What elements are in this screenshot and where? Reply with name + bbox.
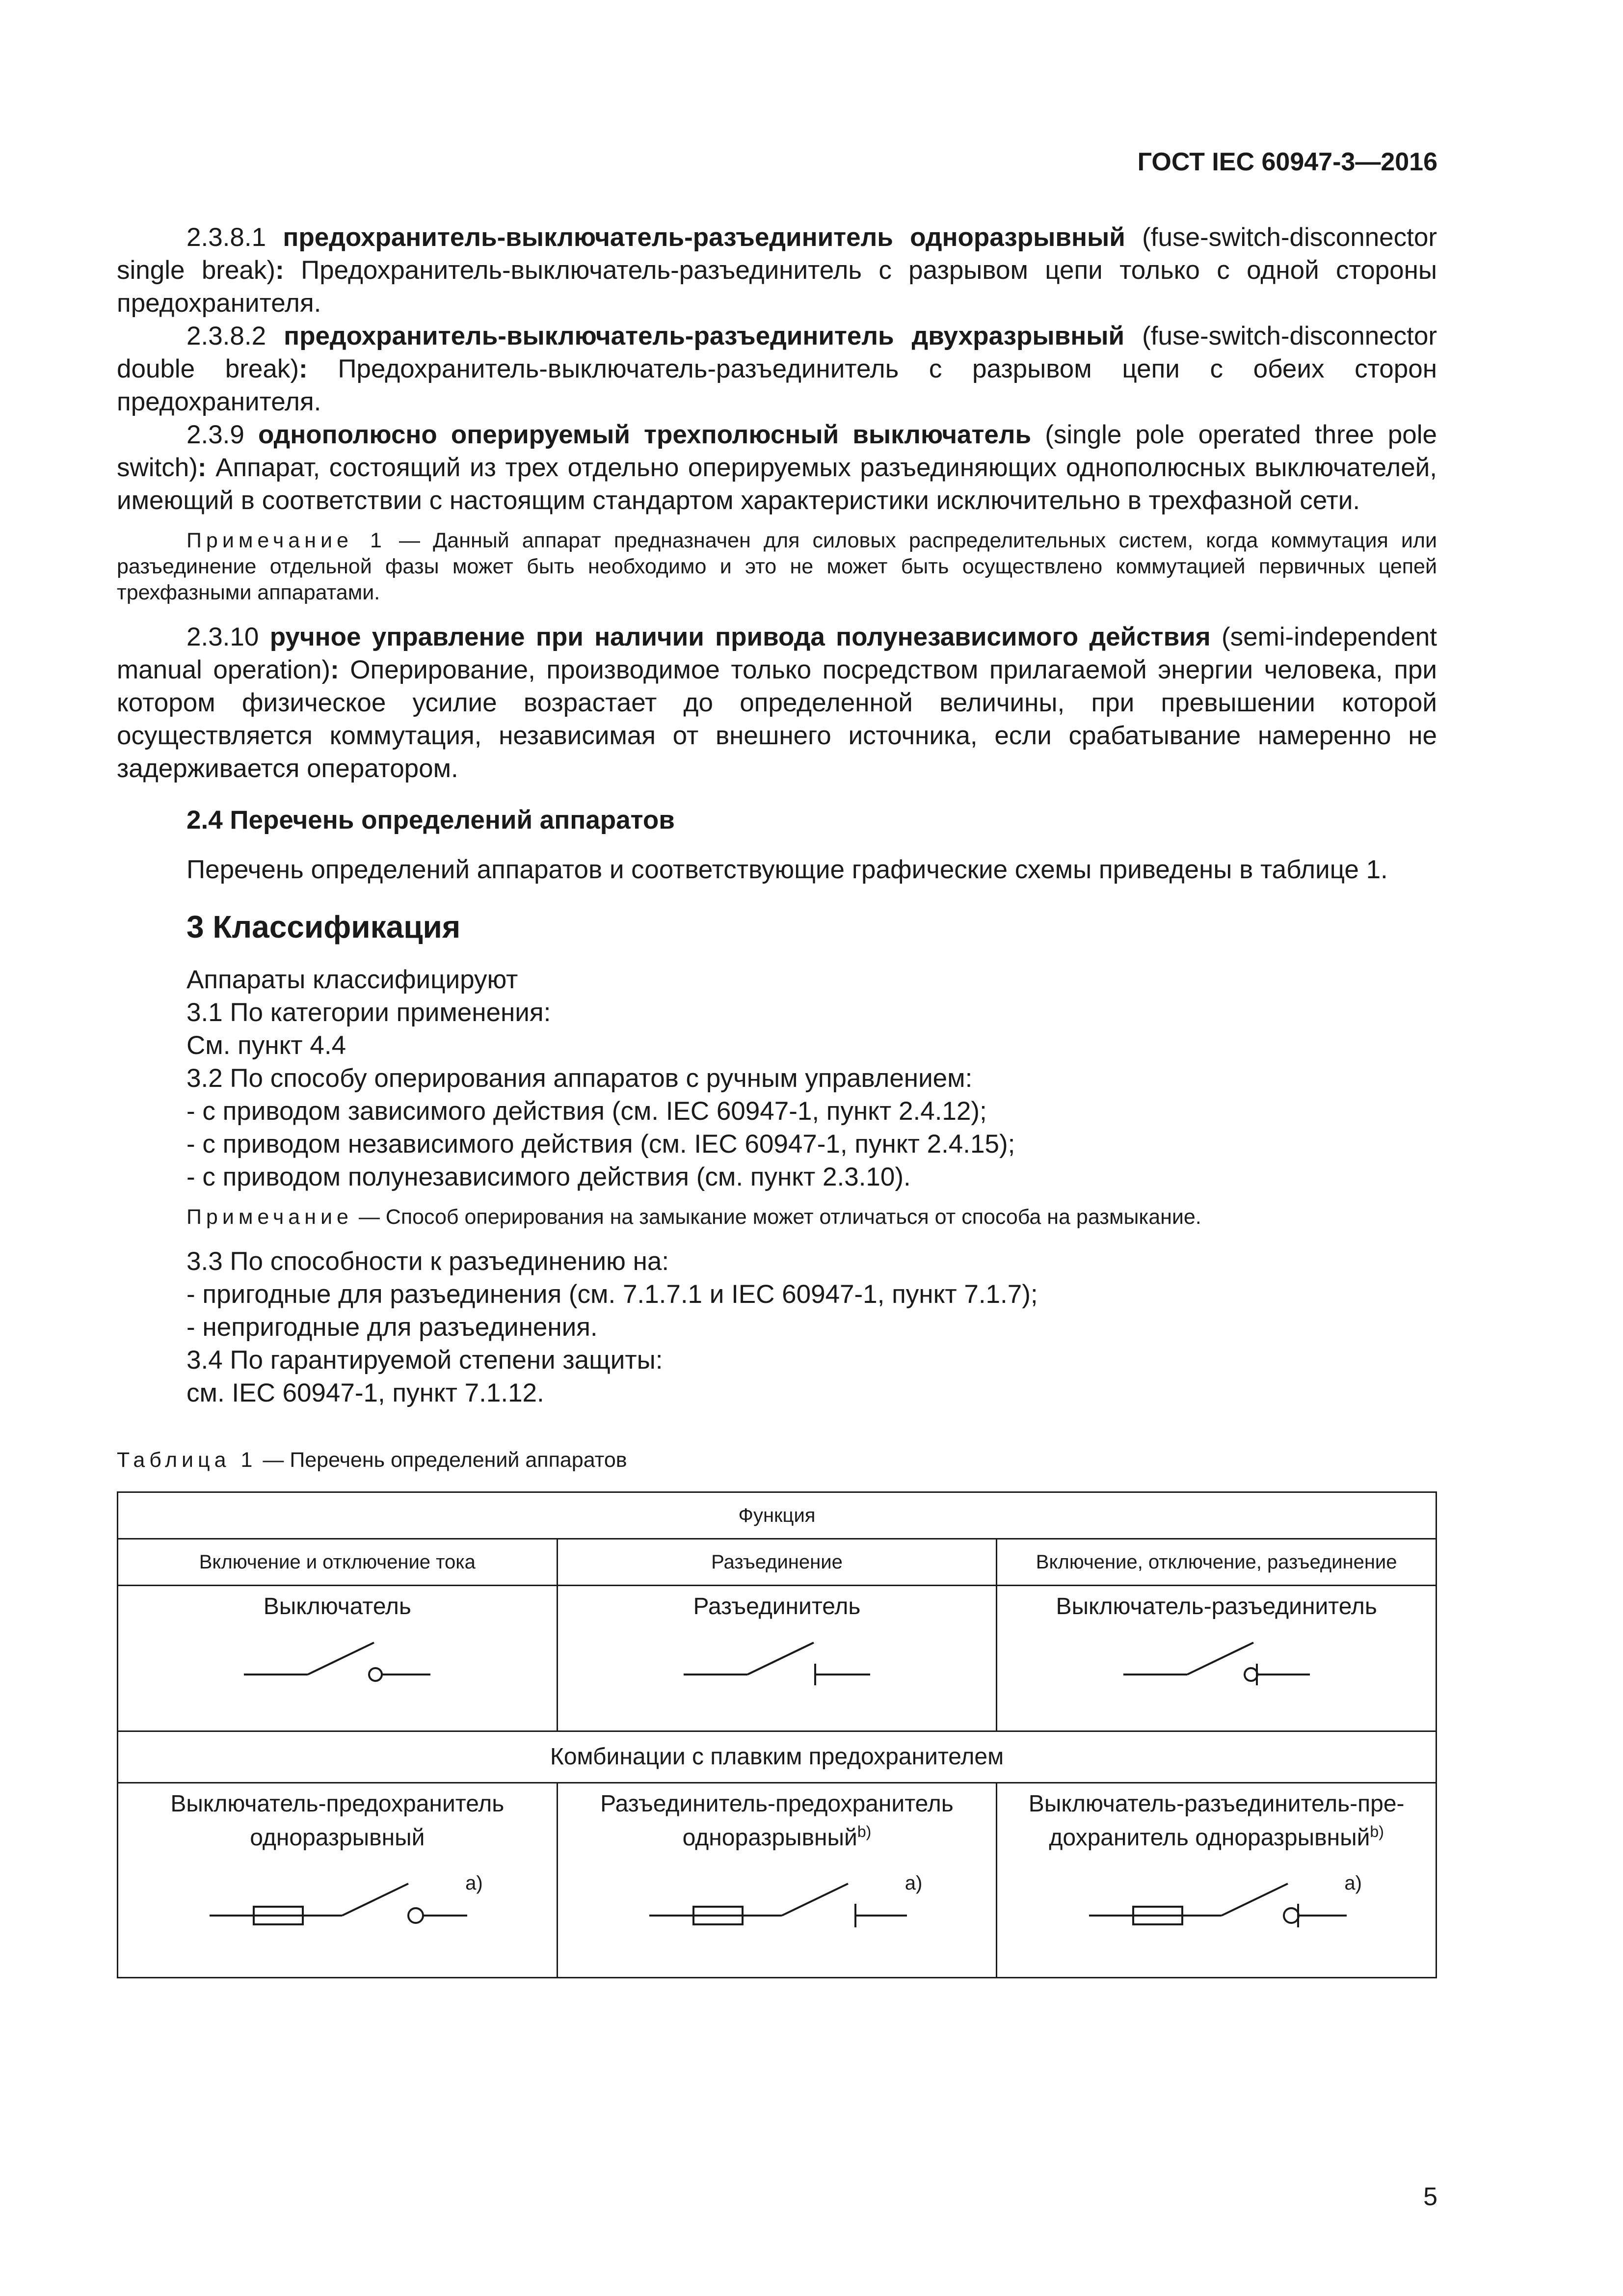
device-name: Выключатель-разъединитель xyxy=(1056,1594,1377,1620)
classification-line: - непригодные для разъединения. xyxy=(186,1313,598,1342)
annotation-a: а) xyxy=(465,1872,483,1894)
device-cell xyxy=(557,1586,997,1731)
device-name: Разъединитель xyxy=(693,1594,861,1620)
section-3-title: 3 Классификация xyxy=(186,909,461,945)
table-caption: Таблица 1 — Перечень определений аппаратов xyxy=(117,1448,627,1472)
classification-line: 3.3 По способности к разъединению на: xyxy=(186,1247,669,1276)
column-header: Включение и отключение тока xyxy=(118,1539,558,1586)
classification-line: см. IEC 60947-1, пункт 7.1.12. xyxy=(186,1378,544,1407)
term: ручное управление при наличии привода полунезависимого действия xyxy=(269,622,1211,651)
fuse-disconnector-symbol-icon xyxy=(639,1862,914,1935)
classification-line: - с приводом независимого действия (см. IEC 60947-1, пункт 2.4.15); xyxy=(186,1130,1015,1159)
combo-name-line: дохранитель одноразрывный$^{b)}$ xyxy=(1049,1823,1384,1851)
combo-cell xyxy=(118,1783,558,1978)
combo-cell xyxy=(557,1783,997,1978)
combo-name-line: одноразрывный$^{b)}$ xyxy=(682,1823,872,1851)
device-cell xyxy=(997,1586,1437,1731)
clause-2-3-8-2: 2.3.8.2 предохранитель-выключатель-разъединитель двухразрывный (fuse-switch-disconnector double break): Предохранитель-выключатель-разъединитель с разрывом цепи с обеих сторон предохранителя. xyxy=(117,322,1437,416)
device-definitions-table xyxy=(117,1491,1437,1978)
note-operation: Примечание — Способ оперирования на замыкание может отличаться от способа на размыкание. xyxy=(186,1205,1201,1229)
column-header: Включение, отключение, разъединение xyxy=(997,1539,1437,1586)
fuse-switch-symbol-icon xyxy=(200,1862,475,1935)
column-header: Разъединение xyxy=(557,1539,997,1586)
combo-name-line: Выключатель-предохранитель xyxy=(170,1791,505,1817)
classification-line: 3.2 По способу оперирования аппаратов с ручным управлением: xyxy=(186,1064,973,1093)
classification-line: - с приводом зависимого действия (см. IEC 60947-1, пункт 2.4.12); xyxy=(186,1097,987,1126)
clause-2-3-9: 2.3.9 однополюсно оперируемый трехполюсный выключатель (single pole operated three pole switch): Аппарат, состоящий из трех отдельно оперируемых разъединяющих однополюсных выключателей, имеющий в соответствии с настоящим стандартом характеристики исключительно в трехфазной сети. xyxy=(117,420,1437,515)
combo-name-line: Выключатель-разъединитель-пре- xyxy=(1028,1791,1405,1817)
section-2-4-title: 2.4 Перечень определений аппаратов xyxy=(186,806,675,835)
document-header: ГОСТ IEC 60947-3—2016 xyxy=(1137,148,1437,176)
annotation-a: а) xyxy=(905,1872,923,1894)
term: однополюсно оперируемый трехполюсный выключатель xyxy=(258,420,1032,449)
clause-2-3-10: 2.3.10 ручное управление при наличии привода полунезависимого действия (semi-independent manual operation): Оперирование, производимое только посредством прилагаемой энергии человека, при котором физическое усилие возрастает до определенной величины, при превышении которой осуществляется коммутация, независимая от внешнего источника, если срабатывание намеренно не задерживается оператором. xyxy=(117,622,1437,783)
combo-cell xyxy=(997,1783,1437,1978)
fuse-switch-disconnector-symbol-icon xyxy=(1079,1862,1354,1935)
note-1: Примечание 1 — Данный аппарат предназначен для силовых распределительных систем, когда коммутация или разъединение отдельной фазы может быть необходимо и это не может быть осуществлено коммутацией первичных цепей трехфазными аппаратами. xyxy=(117,529,1437,604)
classification-line: 3.4 По гарантируемой степени защиты: xyxy=(186,1346,663,1375)
switch-symbol-icon xyxy=(234,1630,440,1689)
combo-name-line: одноразрывный xyxy=(250,1825,425,1851)
classification-line: Аппараты классифицируют xyxy=(186,965,518,994)
disconnector-symbol-icon xyxy=(674,1630,880,1689)
term: предохранитель-выключатель-разъединитель одноразрывный xyxy=(283,223,1125,252)
page-number: 5 xyxy=(1423,2183,1437,2211)
function-header: Функция xyxy=(118,1492,1437,1539)
clause-2-3-8-1: 2.3.8.1 предохранитель-выключатель-разъединитель одноразрывный (fuse-switch-disconnector single break): Предохранитель-выключатель-разъединитель с разрывом цепи только с одной стороны предохранителя. xyxy=(117,223,1437,318)
annotation-a: а) xyxy=(1344,1872,1362,1894)
classification-line: - с приводом полунезависимого действия (см. пункт 2.3.10). xyxy=(186,1162,911,1191)
term: предохранитель-выключатель-разъединитель двухразрывный xyxy=(284,322,1125,351)
classification-line: 3.1 По категории применения: xyxy=(186,998,551,1027)
page-content xyxy=(117,221,1437,1978)
classification-line: См. пункт 4.4 xyxy=(186,1031,346,1060)
device-name: Выключатель xyxy=(263,1594,411,1620)
combo-name-line: Разъединитель-предохранитель xyxy=(600,1791,954,1817)
classification-line: - пригодные для разъединения (см. 7.1.7.1 и IEC 60947-1, пункт 7.1.7); xyxy=(186,1280,1038,1309)
switch-disconnector-symbol-icon xyxy=(1114,1630,1320,1689)
fuse-combinations-header: Комбинации с плавким предохранителем xyxy=(118,1731,1437,1783)
section-2-4-text: Перечень определений аппаратов и соответствующие графические схемы приведены в таблице 1. xyxy=(186,855,1388,884)
device-cell xyxy=(118,1586,558,1731)
